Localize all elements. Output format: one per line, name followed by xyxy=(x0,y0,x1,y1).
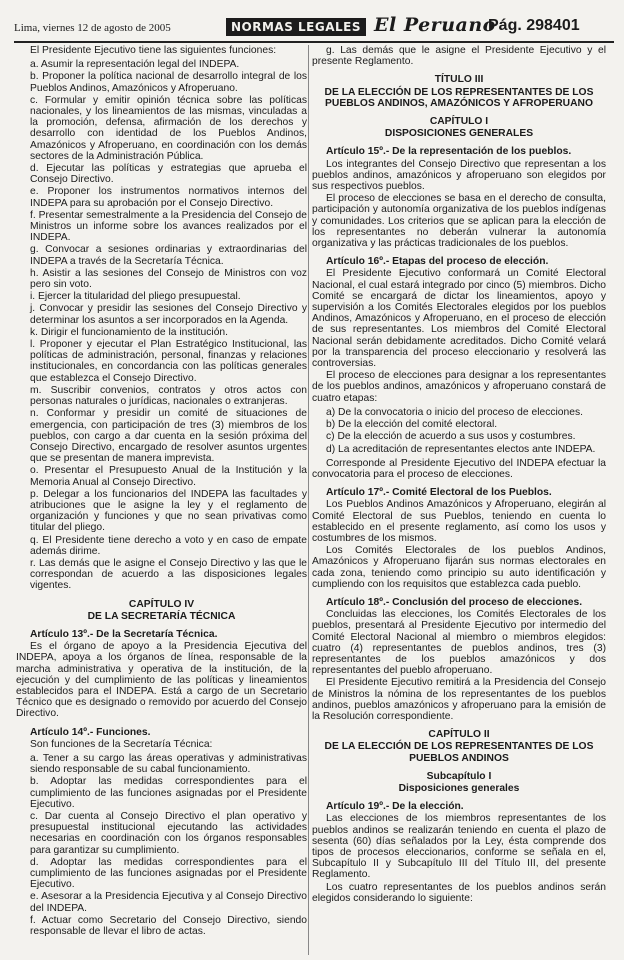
list-item: a. Tener a su cargo las áreas operativas y administrativas siendo responsable de su cabal funcionamiento. xyxy=(30,752,307,776)
right-column xyxy=(312,45,606,955)
list-item: d) La acreditación de representantes electos ante INDEPA. xyxy=(326,443,596,455)
header-rule xyxy=(14,41,614,43)
page-number: Pág. 298401 xyxy=(488,17,580,34)
subchapter-title: Disposiciones generales xyxy=(398,782,520,794)
article-heading: Artículo 17º.- Comité Electoral de los Pueblos. xyxy=(326,487,552,499)
list-item: g. Convocar a sesiones ordinarias y extraordinarias del INDEPA a través de la Secretaría Técnica. xyxy=(30,244,307,267)
paragraph: El Presidente Ejecutivo tiene las siguientes funciones: xyxy=(30,45,277,56)
list-item: n. Conformar y presidir un comité de situaciones de emergencia, con participación de tres (3) miembros de los pueblos, con cargo a dar cuenta en la sesión próxima del Consejo Directivo, encargado de resolver asuntos urgentes que se presentan de manera imprevista. xyxy=(30,408,307,465)
subchapter-heading: Subcapítulo I xyxy=(426,770,492,782)
list-item: a) De la convocatoria o inicio del proceso de elecciones. xyxy=(326,406,583,418)
chapter-title: DE LA SECRETARÍA TÉCNICA xyxy=(87,610,236,622)
paragraph: El Presidente Ejecutivo remitirá a la Presidencia del Consejo de Ministros la nómina de los representantes de los pueblos andinos, pueblos amazónicos y afroperuano para la emisión de la Resolución correspondiente. xyxy=(312,677,606,722)
paragraph: Corresponde al Presidente Ejecutivo del INDEPA efectuar la convocatoria para el proceso de elecciones. xyxy=(312,457,606,480)
article-heading: Artículo 16º.- Etapas del proceso de elección. xyxy=(326,256,549,268)
list-item: i. Ejercer la titularidad del pliego presupuestal. xyxy=(30,291,241,303)
list-item: f. Actuar como Secretario del Consejo Directivo, siendo responsable de llevar el libro de actas. xyxy=(30,914,307,938)
paragraph: Concluidas las elecciones, los Comités Electorales de los pueblos, presentará al Presidente Ejecutivo por intermedio del Comité Electoral Nacional al miembro o miembros elegidos: cuatro (4) representantes de pueblos andinos, tres (3) representantes de los pueblos amazónicos y dos representantes del pueblo afroperuano. xyxy=(312,609,606,677)
list-item: q. El Presidente tiene derecho a voto y en caso de empate además dirime. xyxy=(30,534,307,557)
stages-list xyxy=(312,407,606,455)
list-item: b) De la elección del comité electoral. xyxy=(326,419,498,431)
list-item: d. Ejecutar las políticas y estrategias que aprueba el Consejo Directivo. xyxy=(30,163,307,186)
list-item: j. Convocar y presidir las sesiones del Consejo Directivo y determinar los asuntos a ser incorporados en la Agenda. xyxy=(30,303,307,326)
list-item: e. Asesorar a la Presidencia Ejecutiva y al Consejo Directivo del INDEPA. xyxy=(30,891,307,914)
list-item: k. Dirigir el funcionamiento de la institución. xyxy=(30,326,229,338)
chapter-heading: CAPÍTULO IV xyxy=(128,598,195,610)
paragraph: El Presidente Ejecutivo conformará un Comité Electoral Nacional, el cual estará integrado por cinco (5) miembros. Dicho Comité se encargará de dictar los lineamientos, apoyo y supervisión a los Comités Electorales elegidos por los pueblos Andinos, Amazónicos y Afroperuano, en el proceso de elección de sus representantes. Los miembros del Comité Electoral Nacional serán debidamente acreditados. Dicho Comité velará por la transparencia del proceso eleccionario y resolverá las controversias. xyxy=(312,268,606,370)
paragraph: El proceso de elecciones para designar a los representantes de los pueblos andinos, amazónicos y afroperuano constará de cuatro etapas: xyxy=(312,370,606,404)
newspaper-logo: El Peruano xyxy=(374,14,496,36)
page-header xyxy=(0,0,624,40)
list-item: m. Suscribir convenios, contratos y otros actos con personas naturales o jurídicas, nacionales o extranjeras. xyxy=(30,384,307,408)
chapter-heading: CAPÍTULO I xyxy=(429,116,489,128)
list-item: l. Proponer y ejecutar el Plan Estratégico Institucional, las políticas de administración, personal, finanzas y relaciones institucionales, en concordancia con las políticas generales que establezca el Consejo Directivo. xyxy=(30,339,307,384)
list-item: r. Las demás que le asigne el Consejo Directivo y las que le correspondan de acuerdo a las disposiciones legales vigentes. xyxy=(30,557,307,592)
list-item: c. Dar cuenta al Consejo Directivo el plan operativo y presupuestal institucional ejecutando las actividades necesarias en coordinación con los órganos responsables para garantizar su cumplimiento. xyxy=(30,811,307,856)
article-heading: Artículo 19º.- De la elección. xyxy=(326,801,464,813)
list-item: e. Proponer los instrumentos normativos internos del INDEPA para su aprobación por el Consejo Directivo. xyxy=(30,186,307,209)
list-item: c) De la elección de acuerdo a sus usos y costumbres. xyxy=(326,431,576,443)
list-item: o. Presentar el Presupuesto Anual de la Institución y la Memoria Anual al Consejo Directivo. xyxy=(30,465,307,488)
article-heading: Artículo 18º.- Conclusión del proceso de elecciones. xyxy=(326,596,583,608)
section-label: NORMAS LEGALES xyxy=(226,18,366,36)
presidente-functions-list xyxy=(16,59,307,591)
issue-date: Lima, viernes 12 de agosto de 2005 xyxy=(14,22,171,34)
list-item: c. Formular y emitir opinión técnica sobre las políticas nacionales, y los lineamientos de las mismas, vinculadas a la promoción, defensa, afirmación de los derechos y desarrollo con identidad de los Pueblos Andinos, Amazónicos y Afroperuano, en coordinación con los demás sectores de la Administración Pública. xyxy=(30,94,307,162)
paragraph: El proceso de elecciones se basa en el derecho de consulta, participación y autonomía organizativa de los pueblos indígenas y comunidades. Los criterios que se aplican para la elección de los representantes no deberán vulnerar la autonomía organizativa y las prácticas tradicionales de los pueblos. xyxy=(312,193,606,250)
list-item: p. Delegar a los funcionarios del INDEPA las facultades y atribuciones que le asigne la ley y el reglamento de organización y funciones y que no sean privativas como titular del pliego. xyxy=(30,488,307,534)
list-item: a. Asumir la representación legal del INDEPA. xyxy=(30,59,240,71)
paragraph: Los integrantes del Consejo Directivo que representan a los pueblos andinos, amazónicos y afroperuano son elegidos por sus respectivos pueblos. xyxy=(312,158,606,193)
list-item: h. Asistir a las sesiones del Consejo de Ministros con voz pero sin voto. xyxy=(30,267,307,291)
paragraph: Los cuatro representantes de los pueblos andinos serán elegidos considerando lo siguiente: xyxy=(312,881,606,904)
title-name: DE LA ELECCIÓN DE LOS REPRESENTANTES DE LOS PUEBLOS ANDINOS, AMAZÓNICOS Y AFROPERUANO xyxy=(324,86,594,109)
list-item: d. Adoptar las medidas correspondientes para el cumplimiento de las funciones asignadas por el Presidente Ejecutivo. xyxy=(30,856,307,891)
paragraph: Es el órgano de apoyo a la Presidencia Ejecutiva del INDEPA, apoya a los órganos de línea, responsable de la marcha administrativa y operativa de la institución, de la ejecución y del cumplimiento de las políticas y lineamientos establecidos para el INDEPA. Está a cargo de un Secretario Técnico que es designado o removido por acuerdo del Consejo Directivo. xyxy=(16,641,307,720)
list-item: b. Adoptar las medidas correspondientes para el cumplimiento de las funciones asignadas por el Presidente Ejecutivo. xyxy=(30,776,307,810)
chapter-title: DE LA ELECCIÓN DE LOS REPRESENTANTES DE LOS PUEBLOS ANDINOS xyxy=(324,741,594,764)
list-item: b. Proponer la política nacional de desarrollo integral de los Pueblos Andinos, Amazónicos y Afroperuano. xyxy=(30,71,307,94)
paragraph: Los Pueblos Andinos Amazónicos y Afroperuano, elegirán al Comité Electoral de sus Pueblos, teniendo en cuenta lo establecido en el presente reglamento, así como los usos y costumbres de los mismos. xyxy=(312,499,606,544)
paragraph: Las elecciones de los miembros representantes de los pueblos andinos se realizarán teniendo en cuenta el plazo de sesenta (60) días señalados por la Ley, ésta comprende dos tipos de procesos eleccionarios, conforme se señala en el, Subcapítulo II y Subcapítulo III del Título III, del presente Reglamento. xyxy=(312,813,606,881)
paragraph: g. Las demás que le asigne el Presidente Ejecutivo y el presente Reglamento. xyxy=(312,45,606,68)
chapter-heading: CAPÍTULO II xyxy=(428,729,490,741)
secretaria-functions-list xyxy=(16,753,307,937)
chapter-title: DISPOSICIONES GENERALES xyxy=(384,128,534,140)
title-heading: TÍTULO III xyxy=(434,74,484,86)
column-divider xyxy=(308,45,309,955)
article-heading: Artículo 14º.- Funciones. xyxy=(30,726,151,738)
paragraph: Los Comités Electorales de los pueblos Andinos, Amazónicos y Afroperuano fijarán sus normas electorales en cada zona, teniendo como principio su auto identificación y cumpliendo con los requisitos que establezca cada pueblo. xyxy=(312,545,606,590)
list-item: f. Presentar semestralmente a la Presidencia del Consejo de Ministros un informe sobre los avances realizados por el INDEPA. xyxy=(30,209,307,244)
article-heading: Artículo 13º.- De la Secretaría Técnica. xyxy=(30,628,218,640)
left-column xyxy=(16,45,307,950)
article-heading: Artículo 15º.- De la representación de los pueblos. xyxy=(326,146,572,158)
paragraph: Son funciones de la Secretaría Técnica: xyxy=(30,738,213,750)
